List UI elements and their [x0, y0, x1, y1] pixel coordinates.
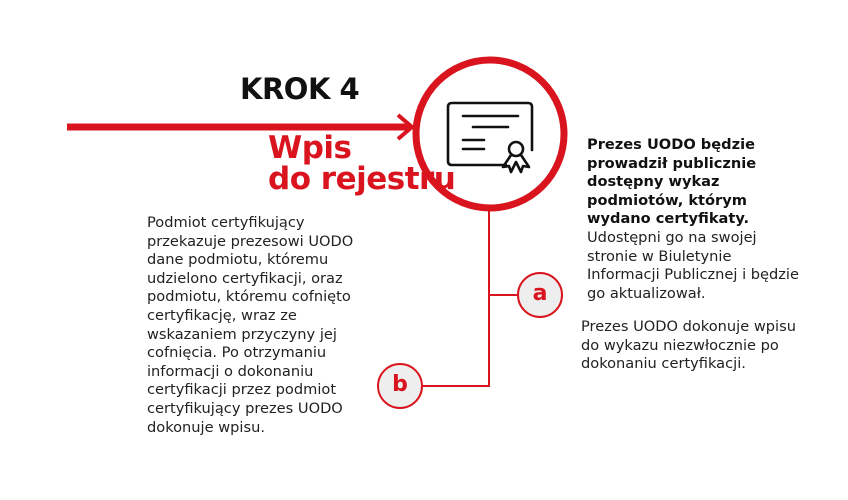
- step-subtitle: [268, 130, 456, 197]
- right-description: [587, 136, 802, 303]
- left-description: Podmiot certyfikujący przekazuje prezesowi UODO dane podmiotu, któremu udzielono certyfikacji, oraz podmiotu, któremu cofnięto certyfikację, wraz ze wskazaniem przyczyny jej cofnięcia. Po otrzymaniu informacji o dokonaniu certyfikacji przez podmiot certyfikujący prezes UODO dokonuje wpisu.: [147, 214, 354, 436]
- step-subtitle-line1: Wpis: [268, 130, 352, 166]
- step-title: KROK 4: [240, 72, 360, 106]
- right-description-bold: Prezes UODO będzie prowadził publicznie dostępny wykaz podmiotów, którym wydano certyfikaty.: [587, 136, 757, 228]
- right-description-second: Prezes UODO dokonuje wpisu do wykazu niezwłocznie po dokonaniu certyfikacji.: [581, 318, 796, 373]
- badge-b: b: [392, 372, 408, 397]
- right-description-regular: Udostępni go na swojej stronie w Biuletynie Informacji Publicznej i będzie go aktualizował.: [587, 228, 799, 302]
- step-subtitle-line2: do rejestru: [268, 161, 456, 197]
- badge-a: a: [532, 281, 548, 306]
